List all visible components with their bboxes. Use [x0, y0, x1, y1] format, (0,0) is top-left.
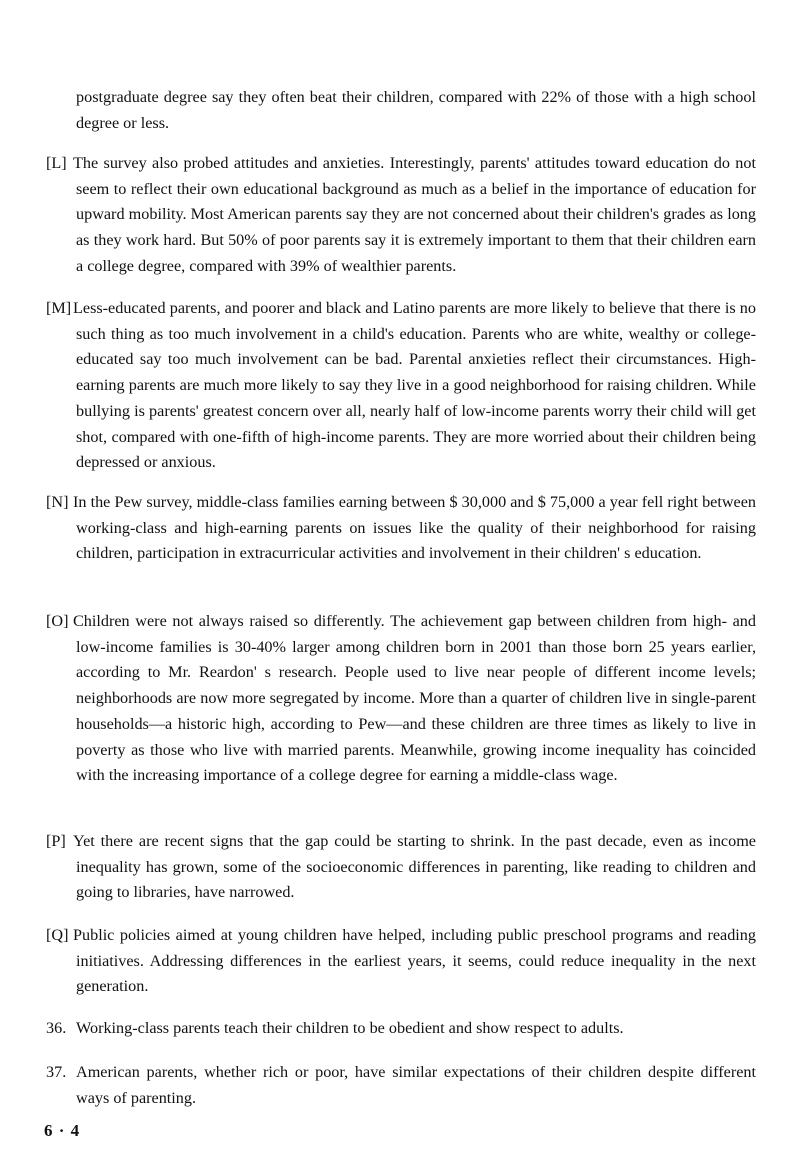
paragraph-n [46, 490, 756, 567]
paragraph-m [46, 296, 756, 476]
paragraph-text: In the Pew survey, middle-class families earning between $ 30,000 and $ 75,000 a year fell right between working-class and high-earning parents on issues like the quality of their neighborhood for raising children, participation in extracurricular activities and involvement in their children' s education. [73, 493, 756, 563]
question-36 [46, 1016, 756, 1042]
paragraph-label: [N] [46, 493, 69, 511]
paragraph-label: [M] [46, 299, 72, 317]
paragraph-label: [O] [46, 612, 69, 630]
question-number: 36. [46, 1019, 67, 1037]
paragraph-text: Public policies aimed at young children have helped, including public preschool programs and reading initiatives. Addressing differences in the earliest years, it seems, could reduce inequality in the next generation. [73, 926, 756, 996]
paragraph-text: Children were not always raised so differently. The achievement gap between children from high- and low-income families is 30-40% larger among children born in 2001 than those born 25 years earlier, according to Mr. Reardon' s research. People used to live near people of different income levels; neighborhoods are now more segregated by income. More than a quarter of children live in single-parent households—a historic high, according to Pew—and these children are three times as likely to live in poverty as those who live with married parents. Meanwhile, growing income inequality has coincided with the increasing importance of a college degree for earning a middle-class wage. [73, 612, 756, 785]
question-text: American parents, whether rich or poor, have similar expectations of their children despite different ways of parenting. [76, 1063, 756, 1107]
paragraph-label: [P] [46, 832, 66, 850]
question-text: Working-class parents teach their children to be obedient and show respect to adults. [76, 1019, 624, 1037]
paragraph-text: Less-educated parents, and poorer and black and Latino parents are more likely to believe that there is no such thing as too much involvement in a child's education. Parents who are white, wealthy or college-educated say too much involvement can be bad. Parental anxieties reflect their circumstances. High-earning parents are much more likely to say they live in a good neighborhood for raising children. While bullying is parents' greatest concern over all, nearly half of low-income parents worry their child will get shot, compared with one-fifth of high-income parents. They are more worried about their children being depressed or anxious. [73, 299, 756, 472]
question-37 [46, 1060, 756, 1111]
question-number: 37. [46, 1063, 67, 1081]
continuation-paragraph: postgraduate degree say they often beat their children, compared with 22% of those with a high school degree or less. [76, 88, 756, 132]
paragraph-q [46, 923, 756, 1000]
paragraph-l [46, 151, 756, 280]
paragraph-text: Yet there are recent signs that the gap could be starting to shrink. In the past decade, even as income inequality has grown, some of the socioeconomic differences in parenting, like reading to children and going to libraries, have narrowed. [73, 832, 756, 902]
paragraph-o [46, 609, 756, 789]
paragraph-text: The survey also probed attitudes and anxieties. Interestingly, parents' attitudes toward education do not seem to reflect their own educational background as much as a belief in the importance of education for upward mobility. Most American parents say they are not concerned about their children's grades as long as they work hard. But 50% of poor parents say it is extremely important to them that their children earn a college degree, compared with 39% of wealthier parents. [73, 154, 756, 275]
paragraph-label: [L] [46, 154, 67, 172]
paragraph-p [46, 829, 756, 906]
page-number: 6 · 4 [44, 1121, 81, 1140]
paragraph-label: [Q] [46, 926, 69, 944]
